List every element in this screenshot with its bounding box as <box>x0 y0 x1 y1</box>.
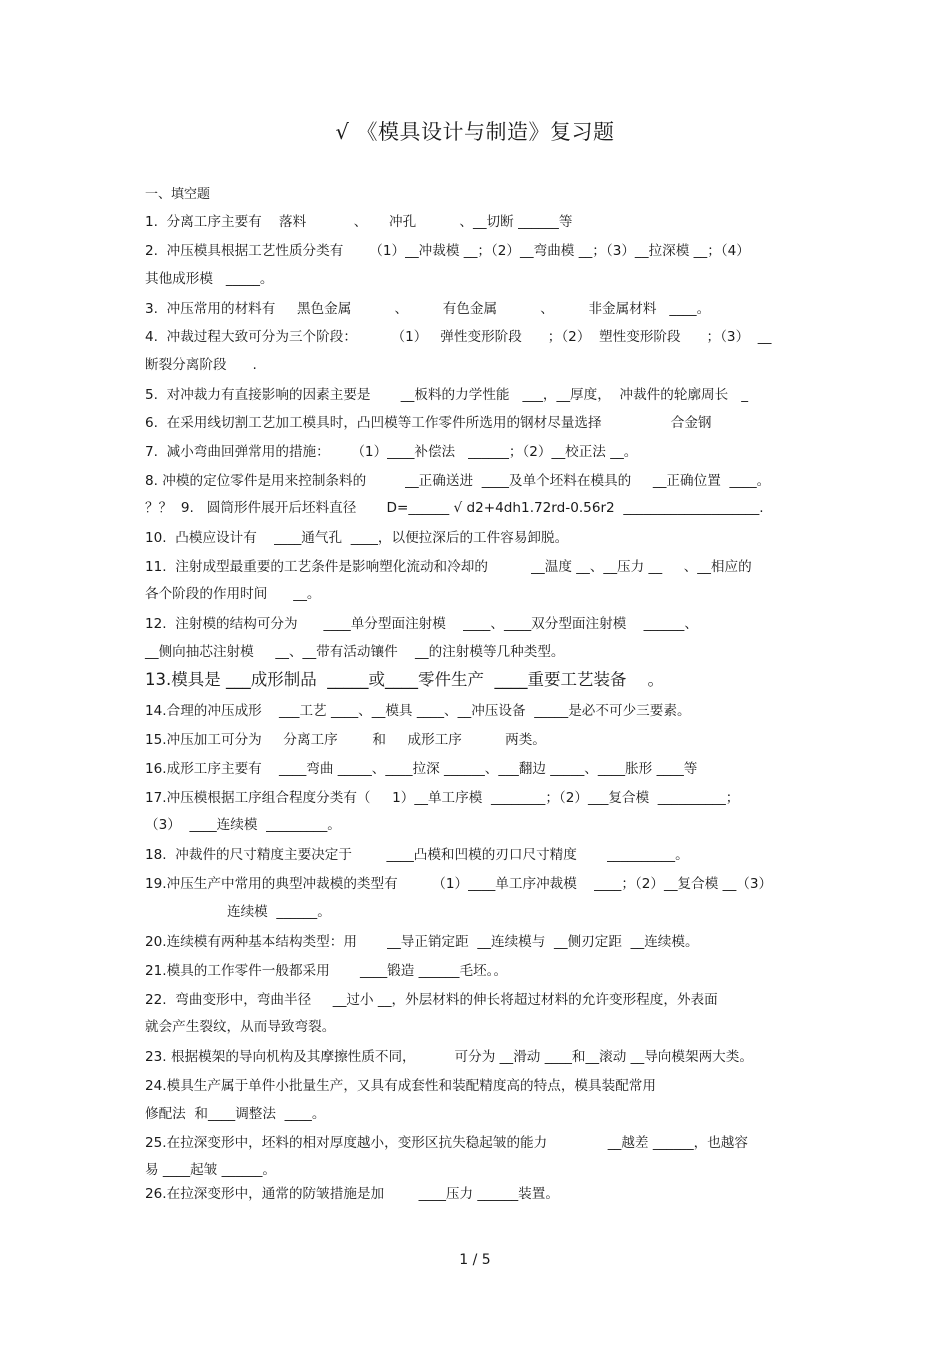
question-line: 23. 根据模架的导向机构及其摩擦性质不同， 可分为 __滑动 ____和__滚动 __导向模架两大类。 <box>145 1049 753 1065</box>
question-line: 20.连续模有两种基本结构类型：用 __导正销定距 __连续模与 __侧刃定距 __连续模。 <box>145 934 699 950</box>
question-line: 11. 注射成型最重要的工艺条件是影响塑化流动和冷却的 __温度 __、__压力 __ 、__相应的 <box>145 559 752 575</box>
question-line: __侧向抽芯注射模 __、__带有活动镶件 __的注射模等几种类型。 <box>145 644 565 660</box>
question-line: 19.冲压生产中常用的典型冲裁模的类型有 （1）____单工序冲裁模 ____；（2）__复合模 __（3） <box>145 876 773 892</box>
question-line: 26.在拉深变形中，通常的防皱措施是加 ____压力 ______装置。 <box>145 1186 559 1202</box>
question-line: 13.模具是 ___成形制品 _____或____零件生产 ____重要工艺装备 。 <box>145 670 664 689</box>
question-line: 6. 在采用线切割工艺加工模具时，凸凹模等工作零件所选用的钢材尽量选择 合金钢 <box>145 415 712 431</box>
section-heading: 一、填空题 <box>145 187 211 202</box>
page-number: 1 / 5 <box>459 1252 491 1268</box>
question-line: 21.模具的工作零件一般都采用 ____锻造 ______毛坯。。 <box>145 963 508 979</box>
question-line: 修配法 和____调整法 ____。 <box>145 1106 326 1122</box>
question-line: 24.模具生产属于单件小批量生产，又具有成套性和装配精度高的特点，模具装配常用 <box>145 1078 656 1094</box>
question-line: 断裂分离阶段 . <box>145 357 257 373</box>
question-line: 10. 凸模应设计有 ____通气孔 ____，以便拉深后的工件容易卸脱。 <box>145 530 569 546</box>
question-line: 5. 对冲裁力有直接影响的因素主要是 __板料的力学性能 ___，__厚度， 冲裁件的轮廓周长 _ <box>145 387 748 403</box>
question-line: 各个阶段的作用时间 __。 <box>145 586 321 602</box>
question-line: 22. 弯曲变形中，弯曲半径 __过小 __，外层材料的伸长将超过材料的允许变形程度，外表面 <box>145 992 718 1008</box>
question-line: ？？ 9. 圆筒形件展开后坯料直径 D=______ √ d2+4dh1.72rd-0.56r2 ____________________. <box>145 500 764 516</box>
question-line: 连续模 ______。 <box>227 904 331 920</box>
question-line: 就会产生裂纹，从而导致弯裂。 <box>145 1019 336 1035</box>
question-line: 25.在拉深变形中，坯料的相对厚度越小，变形区抗失稳起皱的能力 __越差 ______，也越容 <box>145 1135 748 1151</box>
question-line: 其他成形模 _____。 <box>145 271 274 287</box>
question-line: 2. 冲压模具根据工艺性质分类有 （1）__冲裁模 __；（2）__弯曲模 __；（3）__拉深模 __；（4） <box>145 243 750 259</box>
question-line: （3） ____连续模 _________。 <box>145 817 341 833</box>
question-line: 16.成形工序主要有 ____弯曲 _____、____拉深 ______、___翻边 _____、____胀形 ____等 <box>145 761 698 777</box>
question-line: 15.冲压加工可分为 分离工序 和 成形工序 两类。 <box>145 732 546 748</box>
question-line: 4. 冲裁过程大致可分为三个阶段： （1） 弹性变形阶段 ；（2） 塑性变形阶段 ；（3） __ <box>145 329 772 345</box>
page-title: √ 《模具设计与制造》复习题 <box>335 120 615 144</box>
question-line: 14.合理的冲压成形 ___工艺 ____、__模具 ____、__冲压设备 _____是必不可少三要素。 <box>145 703 691 719</box>
question-line: 17.冲压模根据工序组合程度分类有（ 1）__单工序模 ________；（2）___复合模 __________； <box>145 790 740 806</box>
question-line: 3. 冲压常用的材料有 黑色金属 、 有色金属 、 非金属材料 ____。 <box>145 301 711 317</box>
question-line: 1. 分离工序主要有 落料 、 冲孔 、__切断 ______等 <box>145 214 573 230</box>
question-line: 7. 减小弯曲回弹常用的措施： （1）____补偿法 ______；（2）__校正法 __。 <box>145 444 638 460</box>
question-line: 12. 注射模的结构可分为 ____单分型面注射模 ____、____双分型面注射模 ______、 <box>145 616 698 632</box>
question-line: 8. 冲模的定位零件是用来控制条料的 __正确送进 ____及单个坯料在模具的 __正确位置 ____。 <box>145 473 771 489</box>
question-line: 易 ____起皱 ______。 <box>145 1162 276 1178</box>
question-line: 18. 冲裁件的尺寸精度主要决定于 ____凸模和凹模的刃口尺寸精度 __________。 <box>145 847 689 863</box>
